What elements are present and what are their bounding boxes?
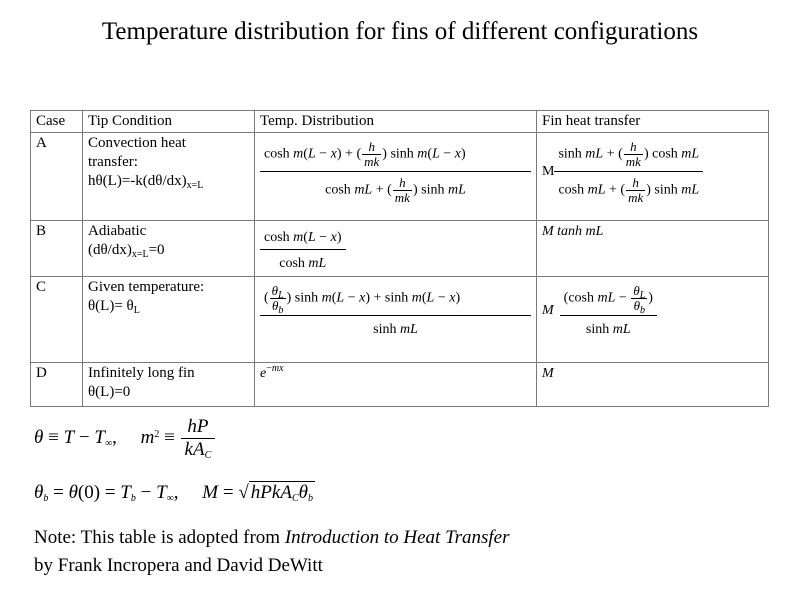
table-row — [31, 133, 769, 221]
slide-title: Temperature distribution for fins of different configurations — [101, 18, 699, 45]
tip-condition-cell — [83, 133, 255, 221]
tip-formula: $\theta(L)= \theta_L$ — [88, 298, 140, 316]
temp-distribution-formula: $\frac{\text{cosh m(L − x)}}{\text{cosh mL}}$ — [255, 221, 537, 277]
temp-distribution-formula: cosh m(L − x) + ( $\frac{h}{mk}$ ) sinh m(L − x) cosh mL + ( $\frac{h}{mk}$ ) sinh mL — [255, 133, 537, 221]
table-row — [31, 363, 769, 407]
tip-line: Infinitely long fin — [88, 365, 195, 381]
tip-condition-cell — [83, 277, 255, 363]
heat-transfer-formula: M tanh mL — [537, 221, 769, 277]
definition-theta-m: $\theta \equiv T - T_\infty$, $m^2$ ≡ $\frac{hP}{kA_C}$ — [34, 416, 216, 461]
tip-line: transfer: — [88, 154, 138, 170]
temp-distribution-formula: $e^{-mx}$ — [255, 363, 537, 407]
header-tip-condition: Tip Condition — [83, 111, 255, 133]
tip-formula: $(d\theta/dx)_{x=L}=0$ — [88, 242, 165, 260]
case-cell: C — [31, 277, 83, 363]
temp-distribution-formula: ( $\frac{\theta_L}{\theta_b}$ ) sinh m(L − x) + sinh m(L − x) sinh mL — [255, 277, 537, 363]
tip-condition-cell — [83, 221, 255, 277]
heat-transfer-formula: M (cosh mL − $\frac{\theta_L}{\theta_b}$ ) sinh mL — [537, 277, 769, 363]
tip-line: Given temperature: — [88, 279, 205, 295]
fin-temperature-table — [30, 110, 769, 407]
heat-transfer-formula: M sinh mL + ( $\frac{h}{mk}$ ) cosh mL cosh mL + ( $\frac{h}{mk}$ ) sinh mL — [537, 133, 769, 221]
tip-formula: $h\theta(L)=-k(d\theta/dx)_{x=L}$ — [88, 173, 204, 191]
tip-condition-cell — [83, 363, 255, 407]
header-fin-heat-transfer: Fin heat transfer — [537, 111, 769, 133]
case-cell: D — [31, 363, 83, 407]
table-row — [31, 221, 769, 277]
header-case: Case — [31, 111, 83, 133]
header-temp-distribution: Temp. Distribution — [255, 111, 537, 133]
tip-line: Convection heat — [88, 135, 186, 151]
tip-line: Adiabatic — [88, 223, 147, 239]
source-note: Note: This table is adopted from Introduction to Heat Transfer by Frank Incropera and David DeWitt — [34, 527, 510, 576]
definition-theta-b-M: $\theta_b = \theta(0) = T_b - T_\infty$, M = √ $hPkA_C\theta_b$ — [34, 482, 313, 504]
table-row — [31, 277, 769, 363]
case-cell: B — [31, 221, 83, 277]
tip-formula: θ(L)=0 — [88, 384, 131, 400]
heat-transfer-formula: M — [537, 363, 769, 407]
table-header-row — [31, 111, 769, 133]
case-cell: A — [31, 133, 83, 221]
